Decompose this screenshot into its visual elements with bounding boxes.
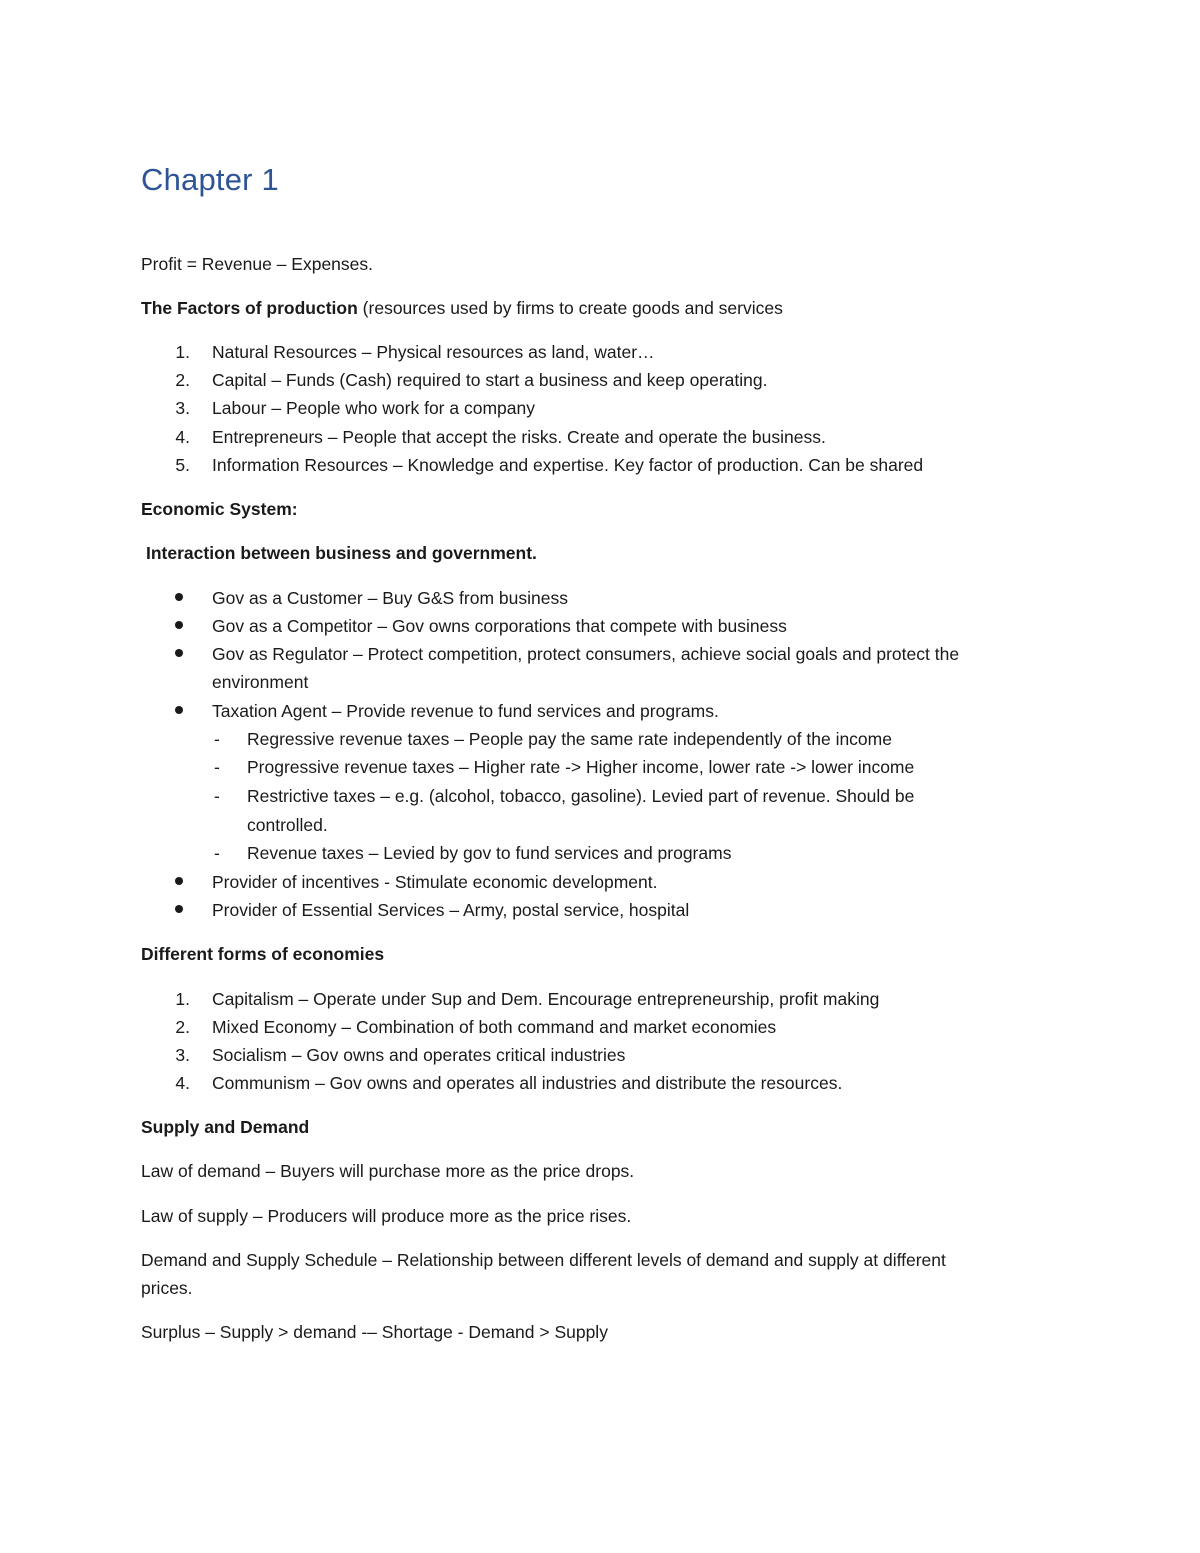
bullet-icon	[175, 905, 183, 913]
tax-item-continued: controlled.	[247, 815, 328, 835]
gov-role-item: Gov as a Customer – Buy G&S from business	[212, 588, 568, 608]
profit-formula: Profit = Revenue – Expenses.	[141, 254, 374, 274]
economies-heading: Different forms of economies	[141, 944, 385, 964]
economy-item: Communism – Gov owns and operates all industries and distribute the resources.	[212, 1073, 843, 1093]
gov-role-item: Provider of Essential Services – Army, postal service, hospital	[212, 900, 690, 920]
tax-item: Regressive revenue taxes – People pay the same rate independently of the income	[247, 729, 892, 749]
bullet-icon	[175, 621, 183, 629]
schedule-definition-continued: prices.	[141, 1278, 193, 1298]
bullet-icon	[175, 649, 183, 657]
bullet-icon	[175, 877, 183, 885]
factor-number: 5.	[175, 455, 190, 475]
factor-item: Labour – People who work for a company	[212, 398, 535, 418]
factor-item: Entrepreneurs – People that accept the risks. Create and operate the business.	[212, 427, 826, 447]
economic-system-heading: Economic System:	[141, 499, 298, 519]
factor-item: Capital – Funds (Cash) required to start a business and keep operating.	[212, 370, 768, 390]
gov-role-item: Gov as a Competitor – Gov owns corporations that compete with business	[212, 616, 787, 636]
factors-heading-bold: The Factors of production	[141, 298, 358, 318]
tax-item: Revenue taxes – Levied by gov to fund services and programs	[247, 843, 732, 863]
dash-icon: -	[214, 786, 220, 806]
chapter-title: Chapter 1	[141, 162, 279, 197]
economic-system-subheading: Interaction between business and government.	[146, 543, 537, 563]
bullet-icon	[175, 593, 183, 601]
economy-number: 1.	[175, 989, 190, 1009]
factors-heading	[141, 296, 783, 320]
economy-item: Socialism – Gov owns and operates critical industries	[212, 1045, 626, 1065]
law-of-demand: Law of demand – Buyers will purchase more as the price drops.	[141, 1161, 635, 1181]
factor-number: 1.	[175, 342, 190, 362]
dash-icon: -	[214, 729, 220, 749]
gov-role-item-continued: environment	[212, 672, 309, 692]
tax-item: Progressive revenue taxes – Higher rate -> Higher income, lower rate -> lower income	[247, 757, 915, 777]
tax-item: Restrictive taxes – e.g. (alcohol, tobacco, gasoline). Levied part of revenue. Should be	[247, 786, 915, 806]
factor-number: 2.	[175, 370, 190, 390]
bullet-icon	[175, 706, 183, 714]
factor-item: Natural Resources – Physical resources as land, water…	[212, 342, 655, 362]
factor-item: Information Resources – Knowledge and expertise. Key factor of production. Can be shared	[212, 455, 924, 475]
surplus-shortage: Surplus – Supply > demand -– Shortage - Demand > Supply	[141, 1322, 608, 1342]
economy-item: Capitalism – Operate under Sup and Dem. Encourage entrepreneurship, profit making	[212, 989, 880, 1009]
law-of-supply: Law of supply – Producers will produce more as the price rises.	[141, 1206, 632, 1226]
economy-number: 3.	[175, 1045, 190, 1065]
schedule-definition: Demand and Supply Schedule – Relationship between different levels of demand and supply at different	[141, 1250, 946, 1270]
economy-number: 2.	[175, 1017, 190, 1037]
economy-number: 4.	[175, 1073, 190, 1093]
gov-role-item: Gov as Regulator – Protect competition, protect consumers, achieve social goals and protect the	[212, 644, 960, 664]
factors-heading-rest: (resources used by firms to create goods and services	[357, 298, 783, 318]
factor-number: 3.	[175, 398, 190, 418]
dash-icon: -	[214, 757, 220, 777]
gov-role-item: Taxation Agent – Provide revenue to fund services and programs.	[212, 701, 719, 721]
dash-icon: -	[214, 843, 220, 863]
gov-role-item: Provider of incentives - Stimulate economic development.	[212, 872, 658, 892]
factor-number: 4.	[175, 427, 190, 447]
supply-demand-heading: Supply and Demand	[141, 1117, 310, 1137]
economy-item: Mixed Economy – Combination of both command and market economies	[212, 1017, 777, 1037]
